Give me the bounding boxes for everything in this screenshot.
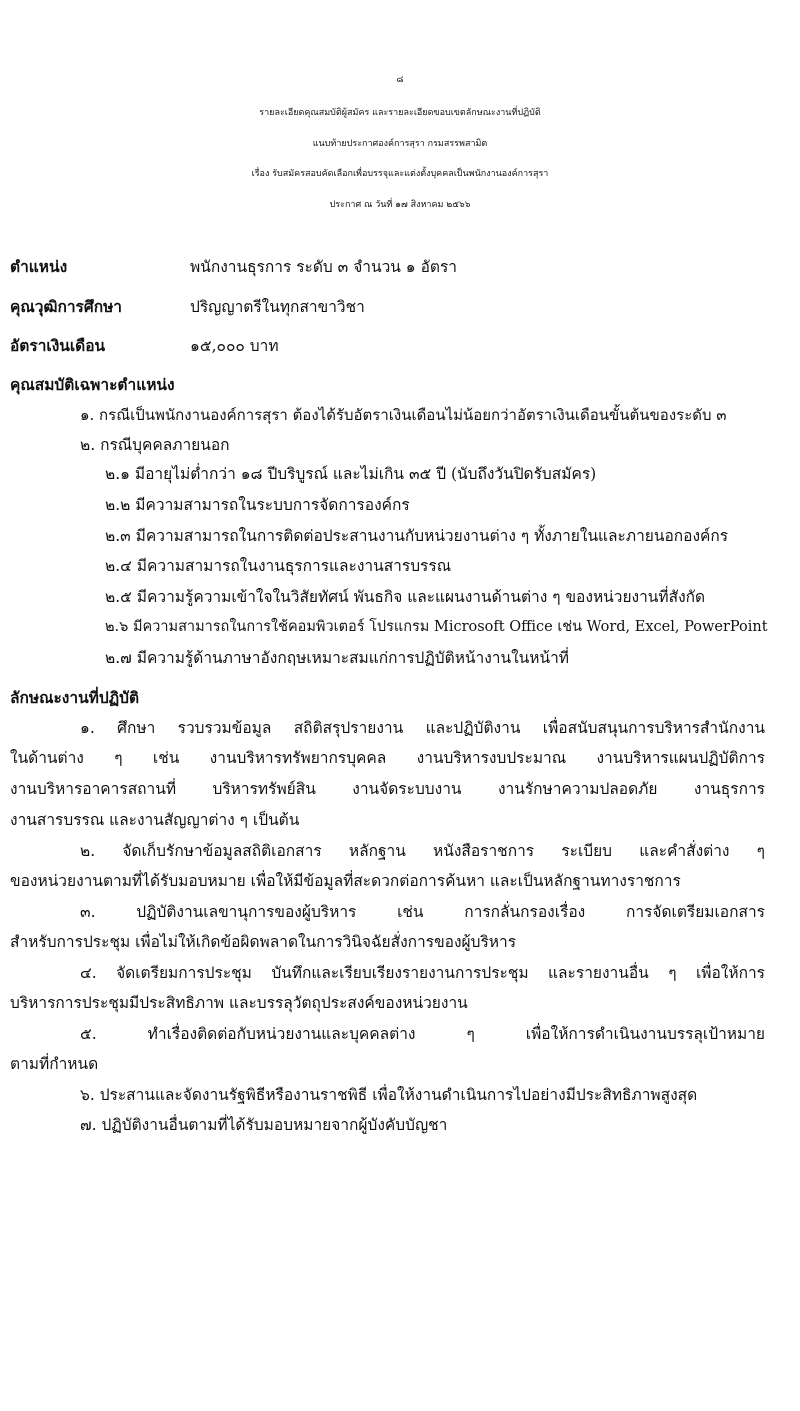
qualification-item-2: ๒. กรณีบุคคลภายนอก <box>80 436 230 454</box>
duty-4-line-1: ๔. จัดเตรียมการประชุม บันทึกและเรียบเรียงรายงานการประชุม และรายงานอื่น ๆ เพื่อให้การ <box>80 964 765 982</box>
title-line-1: รายละเอียดคุณสมบัติผู้สมัคร และรายละเอียดขอบเขตลักษณะงานที่ปฏิบัติ <box>259 108 541 118</box>
position-value: พนักงานธุรการ ระดับ ๓ จำนวน ๑ อัตรา <box>190 258 457 276</box>
duty-1-line-3: งานบริหารอาคารสถานที่ บริหารทรัพย์สิน งานจัดระบบงาน งานรักษาความปลอดภัย งานธุรการ <box>10 780 765 798</box>
qualification-sub-2: ๒.๒ มีความสามารถในระบบการจัดการองค์กร <box>105 496 410 514</box>
duty-4-line-2: บริหารการประชุมมีประสิทธิภาพ และบรรลุวัตถุประสงค์ของหน่วยงาน <box>10 994 468 1012</box>
position-label: ตำแหน่ง <box>10 257 68 276</box>
duty-5-line-2: ตามที่กำหนด <box>10 1055 99 1073</box>
announce-date: ประกาศ ณ วันที่ ๑๗ สิงหาคม ๒๕๖๖ <box>329 200 471 210</box>
duty-6: ๖. ประสานและจัดงานรัฐพิธีหรืองานราชพิธี เพื่อให้งานดำเนินการไปอย่างมีประสิทธิภาพสูงสุด <box>80 1086 698 1104</box>
qualification-sub-6: ๒.๖ มีความสามารถในการใช้คอมพิวเตอร์ โปรแกรม Microsoft Office เช่น Word, Excel, PowerPoint <box>105 619 768 635</box>
duty-7: ๗. ปฏิบัติงานอื่นตามที่ได้รับมอบหมายจากผู้บังคับบัญชา <box>80 1116 448 1134</box>
salary-value: ๑๕,๐๐๐ บาท <box>190 337 279 355</box>
education-value: ปริญญาตรีในทุกสาขาวิชา <box>190 298 365 316</box>
qualifications-heading: คุณสมบัติเฉพาะตำแหน่ง <box>10 375 175 394</box>
duties-heading: ลักษณะงานที่ปฏิบัติ <box>10 688 140 707</box>
page-number: ๘ <box>396 75 404 85</box>
qualification-sub-4: ๒.๔ มีความสามารถในงานธุรการและงานสารบรรณ <box>105 557 452 575</box>
duty-2-line-1: ๒. จัดเก็บรักษาข้อมูลสถิติเอกสาร หลักฐาน หนังสือราชการ ระเบียบ และคำสั่งต่าง ๆ <box>80 842 765 860</box>
duty-5-line-1: ๕. ทำเรื่องติดต่อกับหน่วยงานและบุคคลต่าง ๆ เพื่อให้การดำเนินงานบรรลุเป้าหมาย <box>80 1025 765 1043</box>
qualification-sub-5: ๒.๕ มีความรู้ความเข้าใจในวิสัยทัศน์ พันธกิจ และแผนงานด้านต่าง ๆ ของหน่วยงานที่สังกัด <box>105 588 706 606</box>
qualification-sub-7: ๒.๗ มีความรู้ด้านภาษาอังกฤษเหมาะสมแก่การปฏิบัติหน้างานในหน้าที่ <box>105 649 569 667</box>
qualification-item-1: ๑. กรณีเป็นพนักงานองค์การสุรา ต้องได้รับอัตราเงินเดือนไม่น้อยกว่าอัตราเงินเดือนขั้นต้นของระดับ ๓ <box>80 406 727 424</box>
education-label: คุณวุฒิการศึกษา <box>10 297 123 316</box>
title-line-2: แนบท้ายประกาศองค์การสุรา กรมสรรพสามิต <box>312 139 488 149</box>
duty-3-line-1: ๓. ปฏิบัติงานเลขานุการของผู้บริหาร เช่น การกลั่นกรองเรื่อง การจัดเตรียมเอกสาร <box>80 903 765 921</box>
duty-1-line-1: ๑. ศึกษา รวบรวมข้อมูล สถิติสรุปรายงาน และปฏิบัติงาน เพื่อสนับสนุนการบริหารสำนักงาน <box>80 719 765 737</box>
qualification-sub-1: ๒.๑ มีอายุไม่ต่ำกว่า ๑๘ ปีบริบูรณ์ และไม่เกิน ๓๕ ปี (นับถึงวันปิดรับสมัคร) <box>105 465 597 483</box>
salary-label: อัตราเงินเดือน <box>10 336 106 355</box>
duty-3-line-2: สำหรับการประชุม เพื่อไม่ให้เกิดข้อผิดพลาดในการวินิจฉัยสั่งการของผู้บริหาร <box>10 933 517 951</box>
title-line-3: เรื่อง รับสมัครสอบคัดเลือกเพื่อบรรจุและแต่งตั้งบุคคลเป็นพนักงานองค์การสุรา <box>251 169 549 179</box>
duty-1-line-4: งานสารบรรณ และงานสัญญาต่าง ๆ เป็นต้น <box>10 811 300 829</box>
duty-2-line-2: ของหน่วยงานตามที่ได้รับมอบหมาย เพื่อให้มีข้อมูลที่สะดวกต่อการค้นหา และเป็นหลักฐานทางราชการ <box>10 872 681 890</box>
duty-1-line-2: ในด้านต่าง ๆ เช่น งานบริหารทรัพยากรบุคคล งานบริหารงบประมาณ งานบริหารแผนปฏิบัติการ <box>10 749 765 767</box>
qualification-sub-3: ๒.๓ มีความสามารถในการติดต่อประสานงานกับหน่วยงานต่าง ๆ ทั้งภายในและภายนอกองค์กร <box>105 527 729 545</box>
